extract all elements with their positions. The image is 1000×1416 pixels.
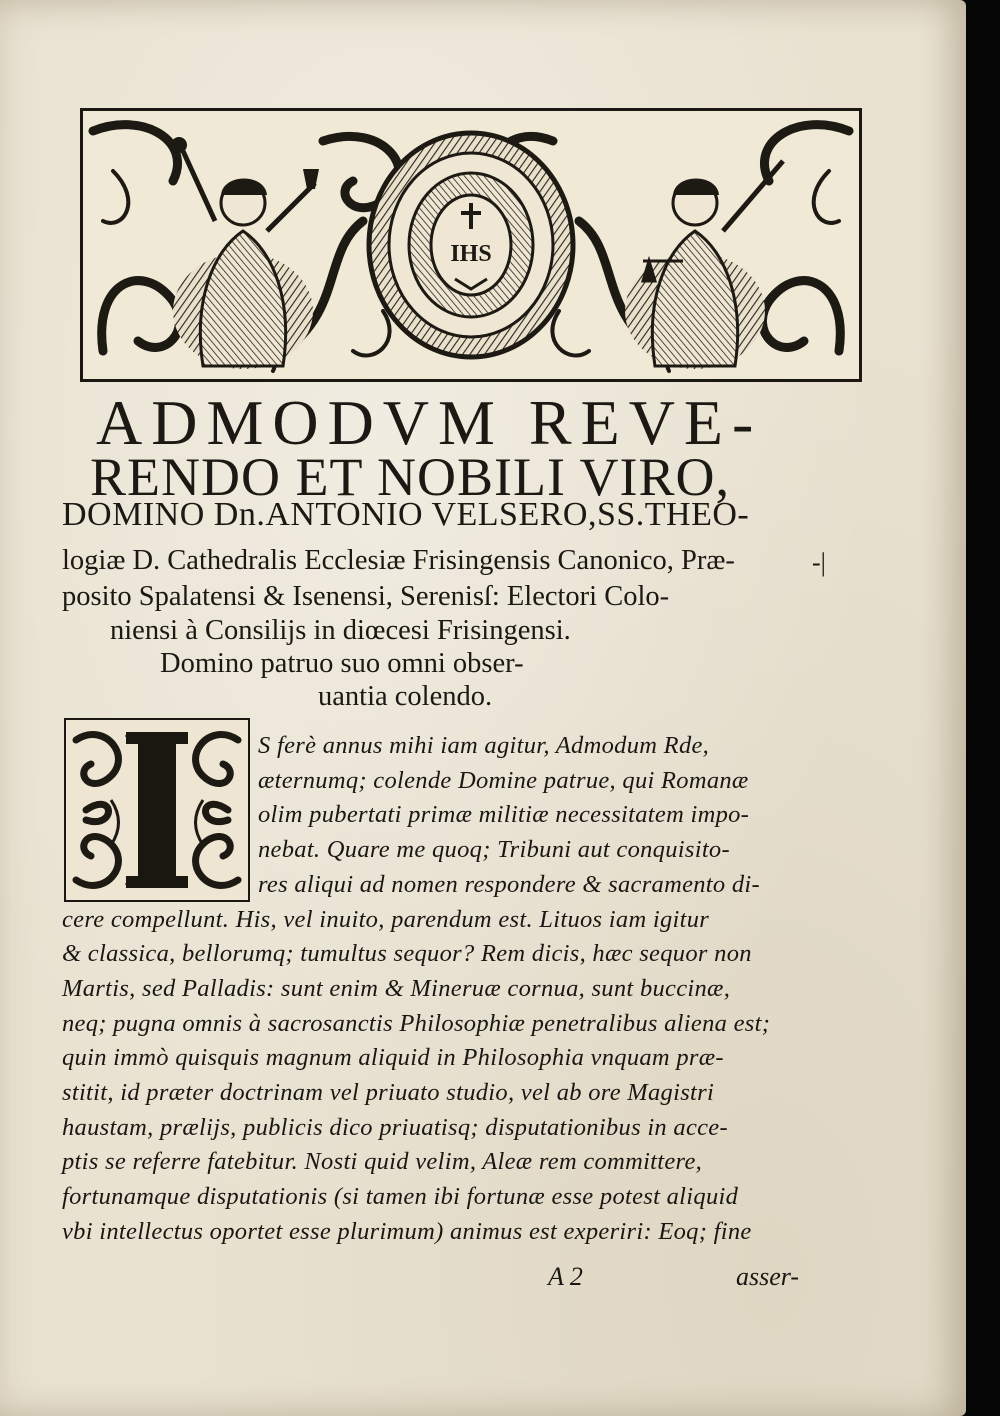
ihs-monogram: IHS bbox=[450, 241, 492, 267]
body-line-8: Martis, sed Palladis: sunt enim & Mineruæ cornua, sunt buccinæ, bbox=[62, 974, 731, 1002]
foliage-ornament-icon bbox=[66, 720, 248, 900]
decorated-initial bbox=[64, 718, 250, 902]
title-line-8: uantia colendo. bbox=[318, 681, 493, 712]
body-line-1: S ferè annus mihi iam agitur, Admodum Rde, bbox=[258, 732, 710, 759]
scan-border bbox=[966, 0, 1000, 1416]
body-line-4: nebat. Quare me quoq; Tribuni aut conquisito- bbox=[258, 836, 730, 864]
ornament-woodcut-icon bbox=[83, 111, 859, 379]
body-line-13: ptis se referre fatebitur. Nosti quid velim, Aleæ rem committere, bbox=[62, 1148, 703, 1176]
body-line-12: haustam, prælijs, publicis dico priuatisq; disputationibus in acce- bbox=[62, 1113, 728, 1141]
body-line-3: olim pubertati primæ militiæ necessitatem impo- bbox=[258, 801, 750, 829]
body-line-15: vbi intellectus oportet esse plurimum) animus est experiri: Eoq; fine bbox=[62, 1217, 752, 1245]
body-line-7: & classica, bellorumq; tumultus sequor? Rem dicis, hæc sequor non bbox=[62, 940, 752, 968]
body-line-6: cere compellunt. His, vel inuito, parendum est. Lituos iam igitur bbox=[62, 905, 710, 933]
title-line-2: RENDO ET NOBILI VIRO, bbox=[90, 447, 730, 507]
body-line-14: fortunamque disputationis (si tamen ibi fortunæ esse potest aliquid bbox=[62, 1183, 739, 1211]
title-line-5: posito Spalatensi & Isenensi, Serenisſ: Electori Colo- bbox=[62, 581, 670, 612]
margin-mark: -| bbox=[812, 548, 826, 577]
title-line-4: logiæ D. Cathedralis Ecclesiæ Frisingensis Canonico, Præ- bbox=[62, 545, 735, 576]
body-line-9: neq; pugna omnis à sacrosanctis Philosophiæ penetralibus aliena est; bbox=[62, 1009, 771, 1037]
title-line-6: niensi à Consilijs in diœcesi Frisingensi. bbox=[110, 615, 571, 646]
title-line-1: ADMODVM REVE- bbox=[96, 387, 763, 458]
body-line-11: stitit, id præter doctrinam vel priuato studio, vel ab ore Magistri bbox=[62, 1079, 715, 1106]
body-line-10: quin immò quisquis magnum aliquid in Philosophia vnquam præ- bbox=[62, 1044, 724, 1072]
title-line-3: DOMINO Dn.ANTONIO VELSERO,SS.THEO- bbox=[62, 496, 750, 533]
body-line-2: æternumq; colende Domine patrue, qui Romanæ bbox=[258, 766, 749, 794]
title-line-7: Domino patruo suo omni obser- bbox=[160, 648, 524, 679]
catchword: asser- bbox=[736, 1262, 800, 1291]
body-line-5: res aliqui ad nomen respondere & sacramento di- bbox=[258, 870, 760, 898]
woodcut-headpiece bbox=[80, 108, 862, 382]
signature-mark: A 2 bbox=[548, 1262, 583, 1291]
